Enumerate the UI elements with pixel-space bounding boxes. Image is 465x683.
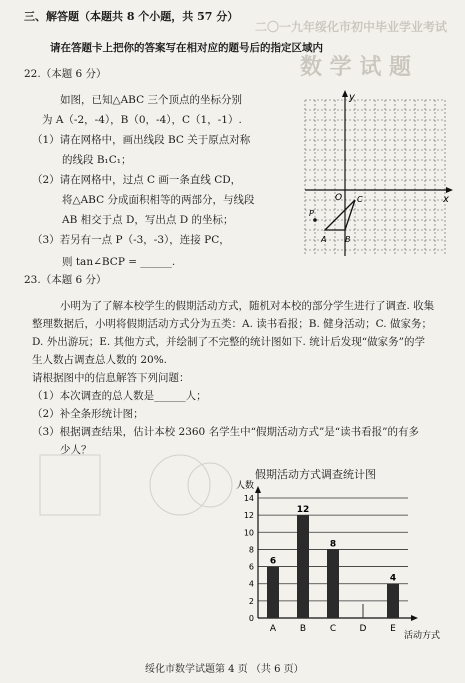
chart-xlabel: 活动方式 [404, 631, 441, 641]
q23-line: （2）补全条形统计图； [32, 408, 144, 420]
chart-data-label: 4 [389, 573, 397, 584]
y-tick-label: 4 [248, 579, 254, 589]
q22-number: 22.（本题 6 分） [24, 68, 107, 80]
q23-line: 生人数占调查总人数的 20%. [32, 354, 168, 366]
q22-line: 将△ABC 分成面积相等的两部分，与线段 [62, 194, 255, 206]
chart-y-arrow [255, 486, 261, 493]
y-tick-label: 0 [248, 614, 254, 623]
chart-x-arrow [411, 615, 418, 621]
grid-x-label: x [443, 194, 449, 205]
y-tick-label: 10 [243, 528, 254, 538]
y-tick-label: 6 [248, 562, 254, 572]
grid-point-b-label: B [345, 235, 351, 244]
chart-bar-B [297, 515, 309, 618]
chart-title: 假期活动方式调查统计图 [255, 468, 376, 481]
y-tick-label: 2 [248, 596, 254, 606]
chart-bar-C [327, 549, 339, 618]
chart-ylabel: 人数 [236, 481, 255, 491]
chart-bar-A [267, 567, 279, 618]
x-tick-label: A [269, 624, 277, 634]
y-tick-label: 12 [243, 511, 254, 521]
x-tick-label: D [359, 624, 367, 634]
x-tick-label: E [390, 624, 396, 634]
q23-line: （3）根据调查结果，估计本校 2360 名学生中“假期活动方式”是“读书看报”的有多 [32, 426, 420, 438]
chart-bar-E [387, 584, 399, 618]
q22-line: 为 A（-2，-4），B（0，-4），C（1，-1）. [42, 114, 242, 126]
q22-line: 则 tan∠BCP = ______. [62, 256, 176, 268]
q22-line: （3）若另有一点 P（-3，-3），连接 PC， [32, 234, 230, 246]
grid-point-c-label: C [357, 195, 363, 204]
coordinate-grid-figure [305, 90, 455, 256]
section-instruction: 请在答题卡上把你的答案写在相对应的题号后的指定区域内 [50, 42, 323, 54]
section-title: 三、解答题（本题共 8 个小题，共 57 分） [24, 10, 239, 23]
q22-line: （2）请在网格中，过点 C 画一条直线 CD， [32, 174, 242, 186]
bleed-through-figures [30, 445, 230, 525]
grid-origin-label: O [335, 193, 343, 203]
page-footer: 绥化市数学试题第 4 页 （共 6 页） [145, 664, 304, 675]
q22-line: 如图，已知△ABC 三个顶点的坐标分别 [60, 94, 242, 106]
bar-chart [236, 478, 460, 648]
q23-line: 整理数据后，小明将假期活动方式分为五类：A. 读书看报；B. 健身活动；C. 做家务； [32, 318, 432, 330]
q23-line: （1）本次调查的总人数是______人； [32, 390, 207, 402]
q23-line: 小明为了了解本校学生的假期活动方式，随机对本校的部分学生进行了调查. 收集 [60, 300, 435, 312]
x-tick-label: B [299, 624, 307, 634]
q22-line: AB 相交于点 D，写出点 D 的坐标； [62, 214, 234, 226]
q23-line: D. 外出游玩；E. 其他方式，并绘制了不完整的统计图如下. 统计后发现“做家务”的学 [32, 336, 425, 348]
x-tick-label: C [329, 624, 337, 634]
q23-line: 请根据图中的信息解答下列问题： [32, 372, 190, 384]
q23-number: 23.（本题 6 分） [24, 274, 107, 286]
bleed-through-title: 数 学 试 题 [300, 54, 411, 80]
chart-data-label: 8 [329, 539, 337, 550]
q22-line: （1）请在网格中，画出线段 BC 关于原点对称 [32, 134, 251, 146]
y-tick-label: 8 [248, 545, 254, 555]
grid-y-label: y [349, 92, 355, 103]
chart-data-label: 12 [296, 505, 310, 516]
bleed-through-header: 二〇一九年绥化市初中毕业学业考试 [255, 20, 448, 34]
q22-line: 的线段 B₁C₁； [62, 154, 132, 166]
grid-point-p-label: P [309, 209, 314, 218]
y-tick-label: 14 [243, 494, 254, 503]
chart-data-label: 6 [269, 556, 277, 567]
grid-point-a-label: A [321, 235, 327, 244]
q23-line: 少人？ [60, 444, 92, 456]
